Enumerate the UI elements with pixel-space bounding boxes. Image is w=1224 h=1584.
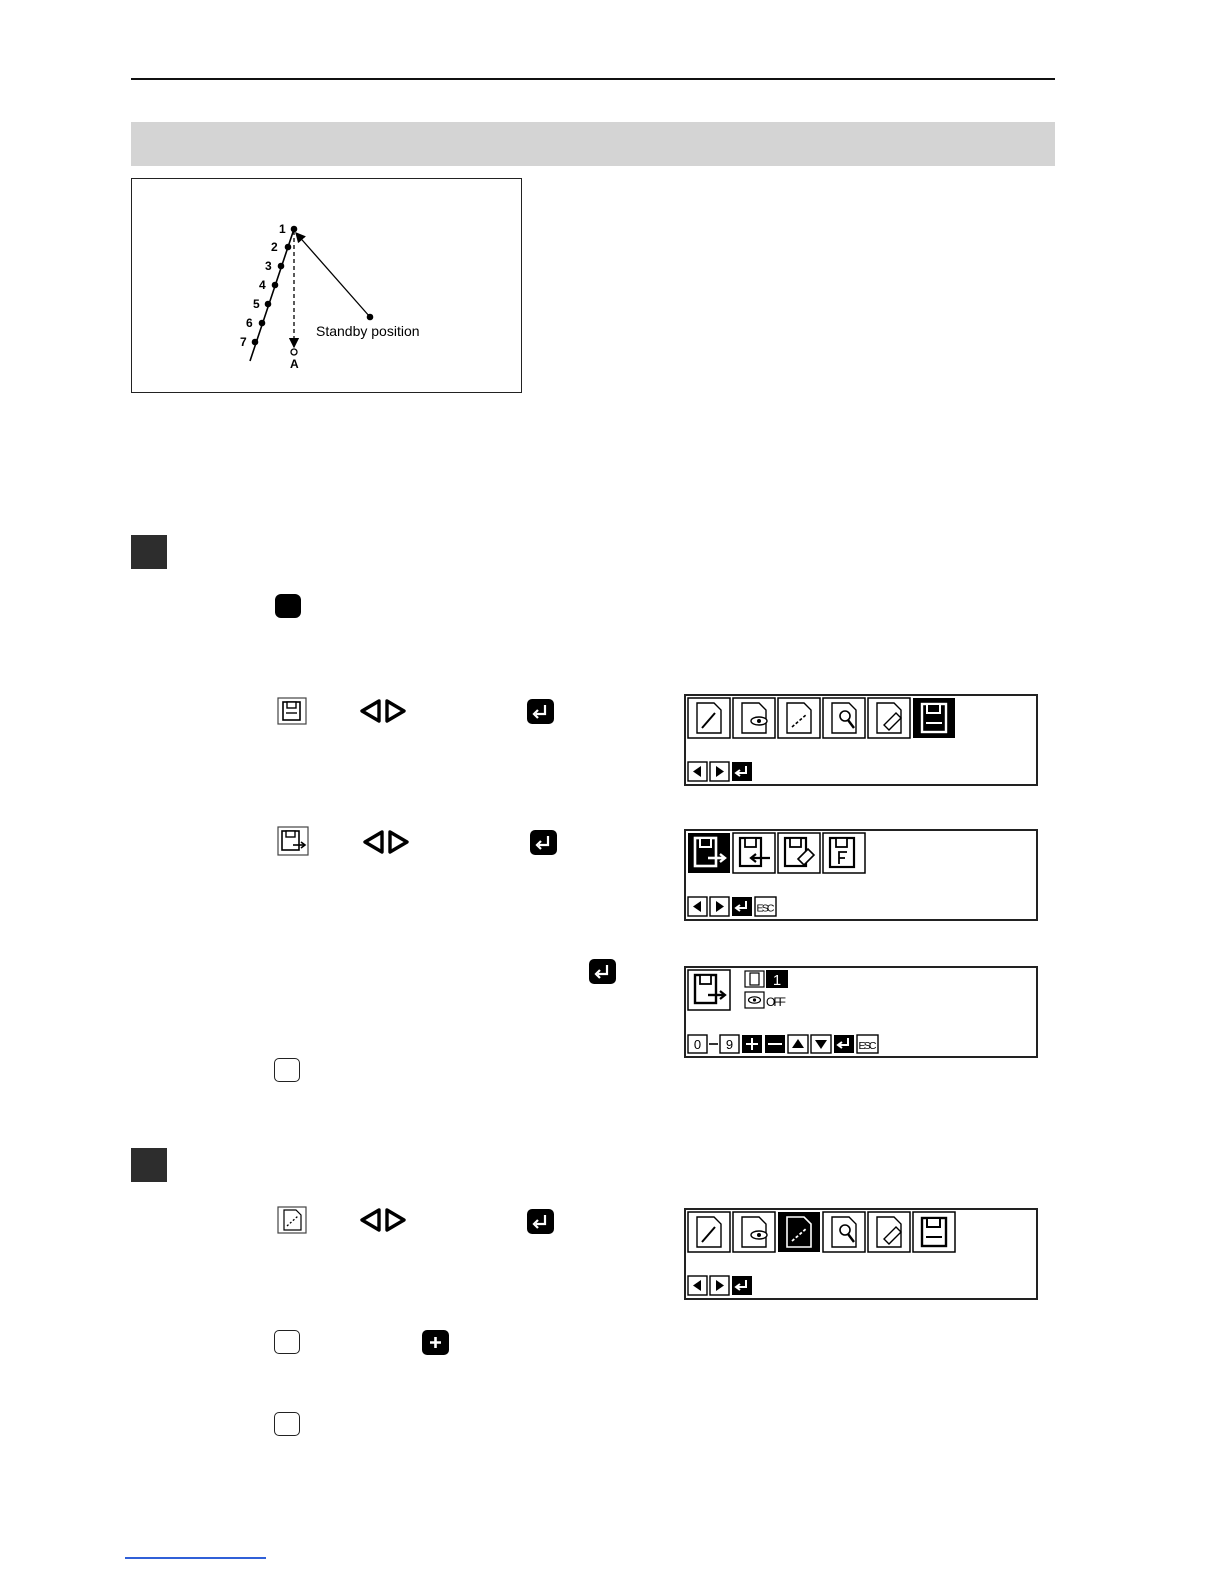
stitch-point-6 [259,320,266,327]
esc-nav-icon [857,1035,878,1053]
point-label-2: 2 [271,240,278,254]
point-label-1: 1 [279,222,286,236]
lcd-save-detail [684,966,1038,1058]
up-nav-icon [788,1035,808,1053]
save-menu-icon [277,697,307,725]
point-a-marker [291,349,297,355]
view-icon [733,1212,775,1252]
menu-key-icon [275,594,301,618]
footer-link-underline[interactable] [125,1557,266,1559]
standby-arrow [296,233,370,317]
display-icon [745,992,764,1008]
minus-nav-icon [765,1035,785,1053]
write-icon-selected [688,833,730,873]
panel-key-icon-2 [274,1330,300,1354]
pattern-number-value: 1 [772,972,782,989]
eraser-icon [868,698,910,738]
save-icon-selected [913,698,955,738]
save-icon [913,1212,955,1252]
enter-nav-icon [834,1035,854,1053]
save-detail-screen [686,968,1036,1056]
point-label-4: 4 [259,278,266,292]
stitch-point-1 [291,226,298,233]
point-label-7: 7 [240,335,247,349]
write-large-icon [688,970,730,1010]
wrench-icon [823,1212,865,1252]
standby-point [367,314,374,321]
plus-nav-icon [742,1035,762,1053]
range-to-label: 9 [725,1037,734,1052]
main-menu-icons-2 [686,1210,1036,1298]
trial-sewing-icon [778,698,820,738]
main-menu-icons [686,696,1036,784]
step-marker-1 [131,535,167,569]
left-right-arrow-keys-icon [359,698,407,724]
display-state-value: OFF [766,995,786,1009]
lcd-save-menu [684,829,1038,921]
stitch-point-5 [265,301,272,308]
point-label-6: 6 [246,316,253,330]
right-nav-icon [710,762,729,781]
stitch-point-4 [272,282,279,289]
section-heading-band [131,122,1055,166]
stitch-point-2 [285,244,292,251]
esc-nav-icon [755,897,776,916]
enter-nav-icon [732,1276,752,1295]
right-nav-icon [710,897,729,916]
esc-label: ESC [756,902,775,915]
left-right-arrow-keys-icon-3 [359,1207,407,1233]
esc-label-2: ESC [858,1040,877,1052]
read-icon [733,833,775,873]
edit-icon [688,1212,730,1252]
enter-key-icon-3 [589,959,616,984]
stitch-path-diagram [132,179,523,394]
enter-key-icon [527,699,554,724]
left-nav-icon [688,1276,707,1295]
panel-key-icon-3 [274,1412,300,1436]
enter-nav-icon [732,897,752,916]
trial-sewing-icon-selected [778,1212,820,1252]
point-label-5: 5 [253,297,260,311]
write-to-disk-icon [277,826,309,856]
step-marker-2 [131,1148,167,1182]
panel-key-icon [274,1058,300,1082]
point-a-label: A [290,357,299,371]
range-from-label: 0 [693,1037,702,1052]
enter-nav-icon [732,762,752,781]
header-rule [131,78,1055,80]
pattern-number-icon [745,971,764,987]
lcd-main-menu-trial [684,1208,1038,1300]
standby-position-label: Standby position [316,323,420,339]
edit-icon [688,698,730,738]
left-nav-icon [688,897,707,916]
wrench-icon [823,698,865,738]
trial-sewing-menu-icon [277,1206,307,1234]
enter-key-icon-2 [530,830,557,855]
left-right-arrow-keys-icon-2 [362,829,410,855]
stitch-point-7 [252,339,259,346]
digit-range-keys [688,1035,739,1053]
save-menu-icons [686,831,1036,919]
right-nav-icon [710,1276,729,1295]
eraser-icon [868,1212,910,1252]
format-icon [823,833,865,873]
point-label-3: 3 [265,259,272,273]
view-icon [733,698,775,738]
lcd-main-menu-save [684,694,1038,786]
standby-position-figure [131,178,522,393]
down-nav-icon [811,1035,831,1053]
left-nav-icon [688,762,707,781]
stitch-point-3 [278,263,285,270]
enter-key-icon-4 [527,1209,554,1234]
delete-file-icon [778,833,820,873]
plus-key-icon [422,1330,449,1355]
